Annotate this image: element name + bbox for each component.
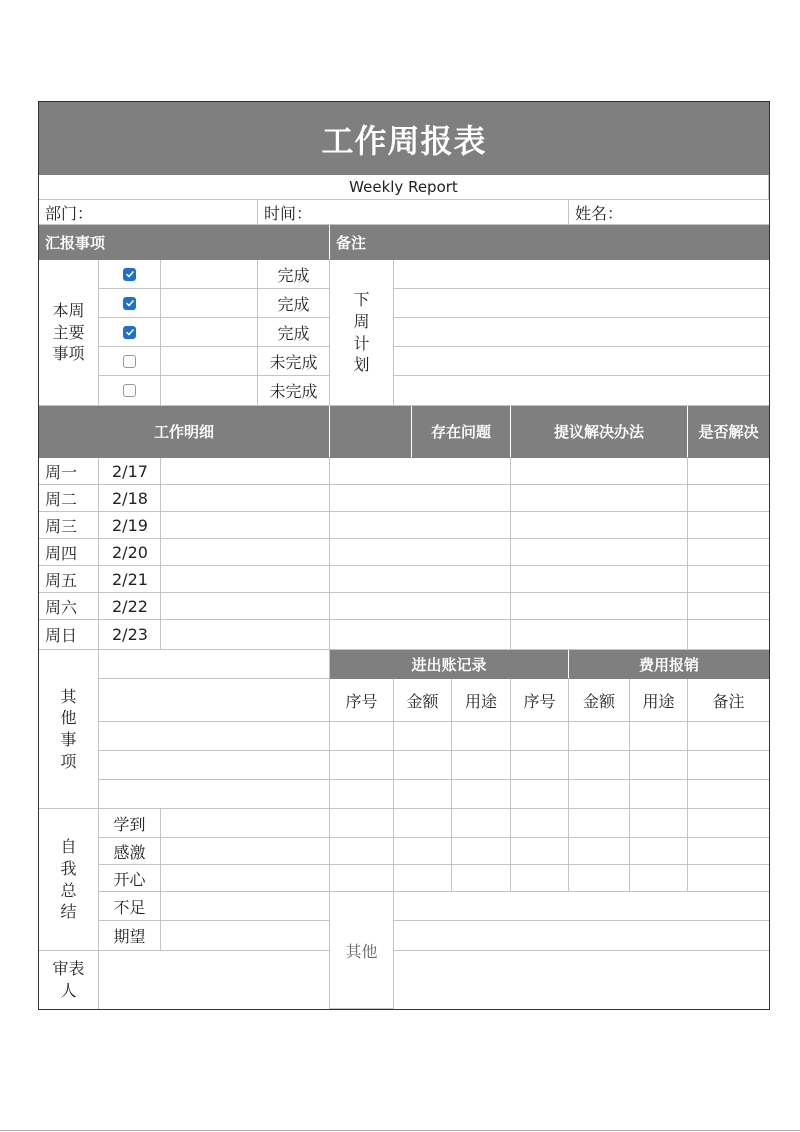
resolved-cell[interactable]	[688, 620, 769, 650]
day-date: 2/23	[99, 620, 161, 650]
ledger-col-header: 金额	[394, 679, 452, 722]
ledger-cell[interactable]	[330, 722, 394, 751]
problem-cell[interactable]	[330, 620, 511, 650]
task-content-cell[interactable]	[161, 376, 258, 406]
ledger-cell[interactable]	[452, 780, 511, 809]
ledger-cell[interactable]	[688, 809, 769, 838]
ledger-col-header: 序号	[511, 679, 569, 722]
reviewer-label: 审表人	[52, 959, 85, 1000]
problem-cell[interactable]	[330, 566, 511, 593]
blank-header	[330, 406, 412, 458]
summary-item-label: 开心	[99, 865, 161, 892]
ledger-cell[interactable]	[330, 751, 394, 780]
ledger-cell[interactable]	[394, 838, 452, 865]
summary-item-cell[interactable]	[161, 865, 330, 892]
plan-row[interactable]	[394, 318, 769, 347]
problem-cell[interactable]	[330, 539, 511, 566]
ledger-cell[interactable]	[394, 722, 452, 751]
weekly-report-sheet	[38, 101, 770, 1010]
task-status: 完成	[258, 289, 330, 318]
ledger-cell[interactable]	[511, 838, 569, 865]
day-label: 周一	[39, 458, 99, 485]
other-item-row[interactable]	[99, 650, 330, 679]
solution-cell[interactable]	[511, 620, 688, 650]
ledger-cell[interactable]	[511, 809, 569, 838]
checkbox-checked-icon[interactable]	[123, 268, 136, 281]
ledger-col-header: 备注	[688, 679, 769, 722]
resolved-cell[interactable]	[688, 566, 769, 593]
task-content-cell[interactable]	[161, 347, 258, 376]
plan-row[interactable]	[394, 289, 769, 318]
day-date: 2/20	[99, 539, 161, 566]
ledger-cell[interactable]	[688, 780, 769, 809]
problem-cell[interactable]	[330, 512, 511, 539]
name-field[interactable]: 姓名：	[569, 200, 769, 225]
problems-header: 存在问题	[412, 406, 511, 458]
work-detail-cell[interactable]	[161, 566, 330, 593]
ledger-cell[interactable]	[511, 780, 569, 809]
ledger-cell[interactable]	[630, 780, 688, 809]
day-date: 2/19	[99, 512, 161, 539]
ledger-cell[interactable]	[569, 780, 630, 809]
task-content-cell[interactable]	[161, 289, 258, 318]
next-week-label: 下周计划	[353, 290, 370, 375]
ledger-cell[interactable]	[452, 809, 511, 838]
self-summary-label-cell	[39, 809, 99, 951]
work-detail-cell[interactable]	[161, 485, 330, 512]
resolved-cell[interactable]	[688, 485, 769, 512]
other-item-row[interactable]	[99, 780, 330, 809]
day-label: 周二	[39, 485, 99, 512]
ledger-cell[interactable]	[330, 780, 394, 809]
ledger-cell[interactable]	[630, 751, 688, 780]
task-checkbox-cell	[99, 347, 161, 376]
day-date: 2/22	[99, 593, 161, 620]
ledger-cell[interactable]	[511, 751, 569, 780]
ledger-cell[interactable]	[330, 838, 394, 865]
day-label: 周四	[39, 539, 99, 566]
plan-row[interactable]	[394, 260, 769, 289]
other-item-row[interactable]	[99, 679, 330, 722]
ledger-cell[interactable]	[394, 751, 452, 780]
plan-row[interactable]	[394, 376, 769, 406]
summary-item-cell[interactable]	[161, 921, 330, 951]
other-items-label-cell	[39, 650, 99, 809]
task-checkbox-cell	[99, 318, 161, 347]
ledger-cell[interactable]	[630, 838, 688, 865]
other-row[interactable]	[394, 921, 769, 951]
ledger-cell[interactable]	[452, 722, 511, 751]
this-week-label-cell	[39, 260, 99, 406]
day-date: 2/17	[99, 458, 161, 485]
solutions-header: 提议解决办法	[511, 406, 688, 458]
day-label: 周六	[39, 593, 99, 620]
page-subtitle: Weekly Report	[39, 175, 769, 200]
ledger-cell[interactable]	[394, 809, 452, 838]
solution-cell[interactable]	[511, 512, 688, 539]
other-items-label: 其他事项	[60, 686, 77, 771]
task-status: 完成	[258, 318, 330, 347]
task-status: 未完成	[258, 376, 330, 406]
task-checkbox-cell	[99, 260, 161, 289]
work-detail-header: 工作明细	[39, 406, 330, 458]
summary-item-label: 学到	[99, 809, 161, 838]
in-out-ledger-header: 进出账记录	[330, 650, 569, 679]
ledger-cell[interactable]	[569, 865, 630, 892]
this-week-label: 本周主要事项	[52, 301, 85, 364]
ledger-cell[interactable]	[394, 865, 452, 892]
solution-cell[interactable]	[511, 485, 688, 512]
solution-cell[interactable]	[511, 539, 688, 566]
ledger-cell[interactable]	[688, 722, 769, 751]
ledger-cell[interactable]	[569, 809, 630, 838]
department-field[interactable]: 部门：	[39, 200, 258, 225]
day-label: 周日	[39, 620, 99, 650]
ledger-cell[interactable]	[569, 751, 630, 780]
task-checkbox-cell	[99, 289, 161, 318]
summary-item-cell[interactable]	[161, 809, 330, 838]
ledger-cell[interactable]	[452, 865, 511, 892]
problem-cell[interactable]	[330, 593, 511, 620]
summary-item-cell[interactable]	[161, 838, 330, 865]
resolved-cell[interactable]	[688, 512, 769, 539]
reviewer-signature-cell[interactable]	[99, 951, 330, 1009]
task-status: 完成	[258, 260, 330, 289]
time-field[interactable]: 时间：	[258, 200, 569, 225]
work-detail-cell[interactable]	[161, 593, 330, 620]
ledger-cell[interactable]	[452, 751, 511, 780]
other-row[interactable]	[394, 892, 769, 921]
other-row[interactable]	[394, 951, 769, 1009]
problem-cell[interactable]	[330, 458, 511, 485]
summary-item-label: 不足	[99, 892, 161, 921]
ledger-cell[interactable]	[630, 865, 688, 892]
resolved-cell[interactable]	[688, 458, 769, 485]
other-item-row[interactable]	[99, 722, 330, 751]
solution-cell[interactable]	[511, 593, 688, 620]
summary-item-label: 期望	[99, 921, 161, 951]
checkbox-checked-icon[interactable]	[123, 326, 136, 339]
page-title: 工作周报表	[39, 102, 769, 175]
next-week-label-cell	[330, 260, 394, 406]
ledger-cell[interactable]	[688, 751, 769, 780]
ledger-cell[interactable]	[452, 838, 511, 865]
ledger-col-header: 用途	[452, 679, 511, 722]
task-content-cell[interactable]	[161, 260, 258, 289]
day-label: 周三	[39, 512, 99, 539]
task-content-cell[interactable]	[161, 318, 258, 347]
work-detail-cell[interactable]	[161, 539, 330, 566]
ledger-cell[interactable]	[688, 838, 769, 865]
resolved-cell[interactable]	[688, 593, 769, 620]
resolved-cell[interactable]	[688, 539, 769, 566]
checkbox-checked-icon[interactable]	[123, 297, 136, 310]
task-checkbox-cell	[99, 376, 161, 406]
ledger-cell[interactable]	[330, 865, 394, 892]
ledger-cell[interactable]	[330, 809, 394, 838]
solution-cell[interactable]	[511, 566, 688, 593]
summary-item-label: 感激	[99, 838, 161, 865]
plan-row[interactable]	[394, 347, 769, 376]
reviewer-label-cell	[39, 951, 99, 1009]
ledger-cell[interactable]	[394, 780, 452, 809]
resolved-header: 是否解决	[688, 406, 769, 458]
other-item-row[interactable]	[99, 751, 330, 780]
work-detail-cell[interactable]	[161, 620, 330, 650]
ledger-cell[interactable]	[569, 838, 630, 865]
day-label: 周五	[39, 566, 99, 593]
task-status: 未完成	[258, 347, 330, 376]
ledger-col-header: 金额	[569, 679, 630, 722]
self-summary-label: 自我总结	[60, 837, 77, 922]
ledger-col-header: 序号	[330, 679, 394, 722]
ledger-cell[interactable]	[688, 865, 769, 892]
summary-item-cell[interactable]	[161, 892, 330, 921]
day-date: 2/18	[99, 485, 161, 512]
remarks-header: 备注	[330, 225, 769, 260]
ledger-cell[interactable]	[511, 722, 569, 751]
ledger-cell[interactable]	[511, 865, 569, 892]
ledger-col-header: 用途	[630, 679, 688, 722]
report-items-header: 汇报事项	[39, 225, 330, 260]
day-date: 2/21	[99, 566, 161, 593]
ledger-cell[interactable]	[630, 722, 688, 751]
solution-cell[interactable]	[511, 458, 688, 485]
expense-header: 费用报销	[569, 650, 769, 679]
ledger-cell[interactable]	[569, 722, 630, 751]
checkbox-unchecked-icon[interactable]	[123, 355, 136, 368]
other-label: 其他	[330, 892, 394, 1009]
ledger-cell[interactable]	[630, 809, 688, 838]
work-detail-cell[interactable]	[161, 512, 330, 539]
work-detail-cell[interactable]	[161, 458, 330, 485]
problem-cell[interactable]	[330, 485, 511, 512]
checkbox-unchecked-icon[interactable]	[123, 384, 136, 397]
page-bottom-divider	[0, 1130, 800, 1131]
